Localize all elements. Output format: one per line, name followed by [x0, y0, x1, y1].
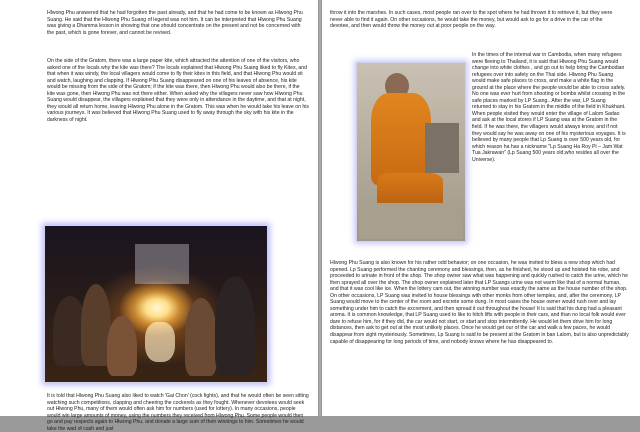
left-page	[0, 0, 318, 432]
paragraph-kite: On the side of the Gratom, there was a large paper kite, which attracted the attention of one of the visitors, who asked one of the locals why the kite was there? The locals explained that Hlwong Phu Suang liked to fly Kites, and that when it was windy, the local villagers would come to fly their kites in this field, and that Hlwong Phu would sit and watch, laughing and clapping. If Hlwong Phu Suang disappeared on one of his leaves of absence, his kite would be missing from the side of the Gratom; if the kite was there, then Hlwong Phu would also be there, if the kite was gone, then Hlwong Phu was not there either. When asked why the villagers never saw how Hlwong Phu Suang would disappear, the villagers explained that they were only in attendance in the daytime, and that at night, they would all return home, leaving Hlwong Phu alone in the Gratom. This was when he would take his leave on his various journeys. It was believed that Hlwong Phu Suang used to fly away through the sky with his kite in the darkness of night.	[47, 58, 309, 123]
paragraph-cambodia: In the times of the internal war in Cambodia, when many refugees were fleeing to Thailand, it is said that Hlwong Phu Suang would change into white clothes , and go out to help bring the Cambodian refugees over into safety on the Thai side. Hlwong Phu Suang would make safe places to cross, and make a white flag in the ground at the place where the people would be able to cross safely. No one was ever hurt from shooting or bombs whilst crossing in the safe places marked by LP Suang.. After the war, LP Suang returned to stay in his Gratom in the middle of the field in Khukhant. When people visited they would enter the village of Lalom Sadao and ask at the local stores if LP Suang was at the Gratom in the field. If he was there, the villagers would always know, and if not they would say he was away on one of his mysterious voyages. It is believed by many people that Lp Suang is over 500 years old, for which reason ha has a nickname "Lp Suang Ha Roy Pi – Jam Wat Tua Jakrawan" (Lp Suang 500 years old,who resides all over the Universe).	[472, 52, 626, 163]
paragraph-marshes: throw it into the marshes. In such cases, most people ran over to the spot where he had thrown it to retrieve it, but they were never able to find it again. On other occasions, he would take the money, but would ask to go for a drive in the car of the devotee, and then would throw the money out at poor people on the way.	[330, 10, 613, 30]
monk-portrait-photo	[356, 62, 466, 242]
candle-ceremony-photo	[44, 225, 268, 383]
paragraph-past: Hlwong Phu answered that he had forgotten the past already, and that he had come to be known as Hlwong Phu Suang. He said that the Hlwong Phu Suang of legend was not him. It can be interpreted that Hlwong Phu Suang was giving a Dhamma lesson in showing that one should concentrate on the present and not be concerned with the past, which is gone forever, and cannot be revived.	[47, 10, 303, 36]
right-page	[322, 0, 640, 416]
right-lower-column	[330, 260, 630, 345]
paragraph-cockfights: It is told that Hlwong Phu Suang also liked to watch 'Gai Chon' (cock fights), and that he would often be seen sitting watching such competitions, clapping and cheering the cockerels as they fought. Whenever devotees would seek out Hlwong Phu, many of them would often ask him for numbers (used for lottery). In many occasions, people would win large amounts of money, using the numbers they received from Hlwong Phu. Some people would then go and pay respects again to Hlwong Phu, and donate a large sum of their winnings to him. Sometimes he would take the wad of cash and just	[47, 393, 309, 432]
paragraph-odd-behavior: Hlwong Phu Suang is also known for his rather odd behavior; on one occasion, he was invited to bless a new shop which had opened. Lp Suang performed the chanting ceremony and blessings, then, as he finished, he stood up and hoisted his robe, and proceeded to urinate in front of the shop. The shop owner saw what was happening and quickly rushed to catch the urine, which he then sprayed all over the shop. The shop owner explained later that LP Suangs urine was not warm like that of a normal human, and that it was cool like ice. When the lottery cam out, the winning number was exactly the same as the house number of the shop. On other occasions, LP Suang was invited to house blessings with other monks from other temples, and, after the ceremony, LP Suang would move to the center of the room and excrete some dung. In most cases the house owner would rush over and lay something under him to catch the excrement, and then spread it out throughout the house! It is said that his dung had a pleasant aroma. It is common knowledge, that LP Suang used to like to hitch lifts with people in their cars, and than no local folk would ever dare to refuse him, for if they did, the car would not start, or start and stop intermittently. He would let them drive him for long distances, then ask to get out at the most unlikely places. Once he would get our of the car and walk a few paces, he would disappear from sight mysteriously. Sometimes, Lp Suang is said to be present at the Gratom in ban Lalom, but is also unpredictably capable of disappearing for long periods of time, and nobody knows where he has disappeared to.	[330, 260, 629, 345]
